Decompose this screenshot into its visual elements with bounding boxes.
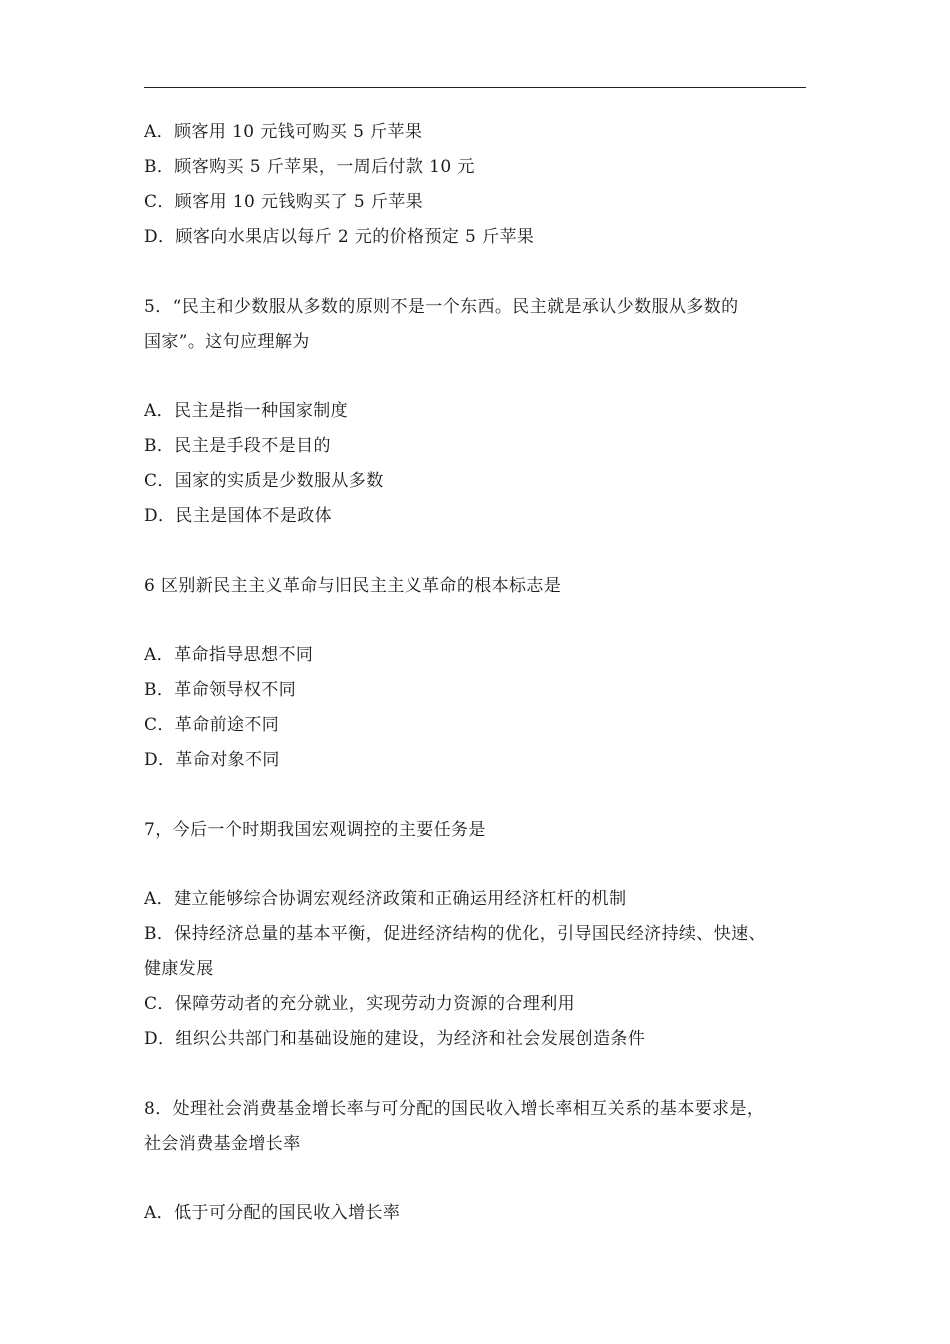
q5-option-b: B．民主是手段不是目的	[144, 436, 331, 456]
q6-option-c: C．革命前途不同	[144, 715, 280, 735]
q7-stem: 7，今后一个时期我国宏观调控的主要任务是	[144, 820, 486, 840]
q7-option-d: D．组织公共部门和基础设施的建设，为经济和社会发展创造条件	[144, 1029, 646, 1049]
q4-option-a: A．顾客用 10 元钱可购买 5 斤苹果	[144, 122, 423, 142]
q7-option-c: C．保障劳动者的充分就业，实现劳动力资源的合理利用	[144, 994, 576, 1014]
q6-stem: 6 区别新民主主义革命与旧民主主义革命的根本标志是	[144, 576, 562, 596]
q7-option-b-line1: B．保持经济总量的基本平衡，促进经济结构的优化，引导国民经济持续、快速、	[144, 924, 766, 944]
q6-option-a: A．革命指导思想不同	[144, 645, 314, 665]
q7-option-b-line2: 健康发展	[144, 959, 214, 979]
q4-option-d: D．顾客向水果店以每斤 2 元的价格预定 5 斤苹果	[144, 227, 535, 247]
q5-option-a: A．民主是指一种国家制度	[144, 401, 349, 421]
q4-option-b: B．顾客购买 5 斤苹果，一周后付款 10 元	[144, 157, 475, 177]
q8-option-a: A．低于可分配的国民收入增长率	[144, 1203, 401, 1223]
q6-option-b: B．革命领导权不同	[144, 680, 297, 700]
header-rule	[144, 87, 806, 88]
q5-stem-line1: 5．“民主和少数服从多数的原则不是一个东西。民主就是承认少数服从多数的	[144, 297, 739, 317]
q5-option-c: C．国家的实质是少数服从多数	[144, 471, 384, 491]
q8-stem-line1: 8．处理社会消费基金增长率与可分配的国民收入增长率相互关系的基本要求是，	[144, 1099, 765, 1119]
q5-option-d: D．民主是国体不是政体	[144, 506, 333, 526]
q7-option-a: A．建立能够综合协调宏观经济政策和正确运用经济杠杆的机制	[144, 889, 627, 909]
q4-option-c: C．顾客用 10 元钱购买了 5 斤苹果	[144, 192, 424, 212]
q5-stem-line2: 国家”。这句应理解为	[144, 332, 310, 352]
q6-option-d: D．革命对象不同	[144, 750, 280, 770]
q8-stem-line2: 社会消费基金增长率	[144, 1134, 301, 1154]
